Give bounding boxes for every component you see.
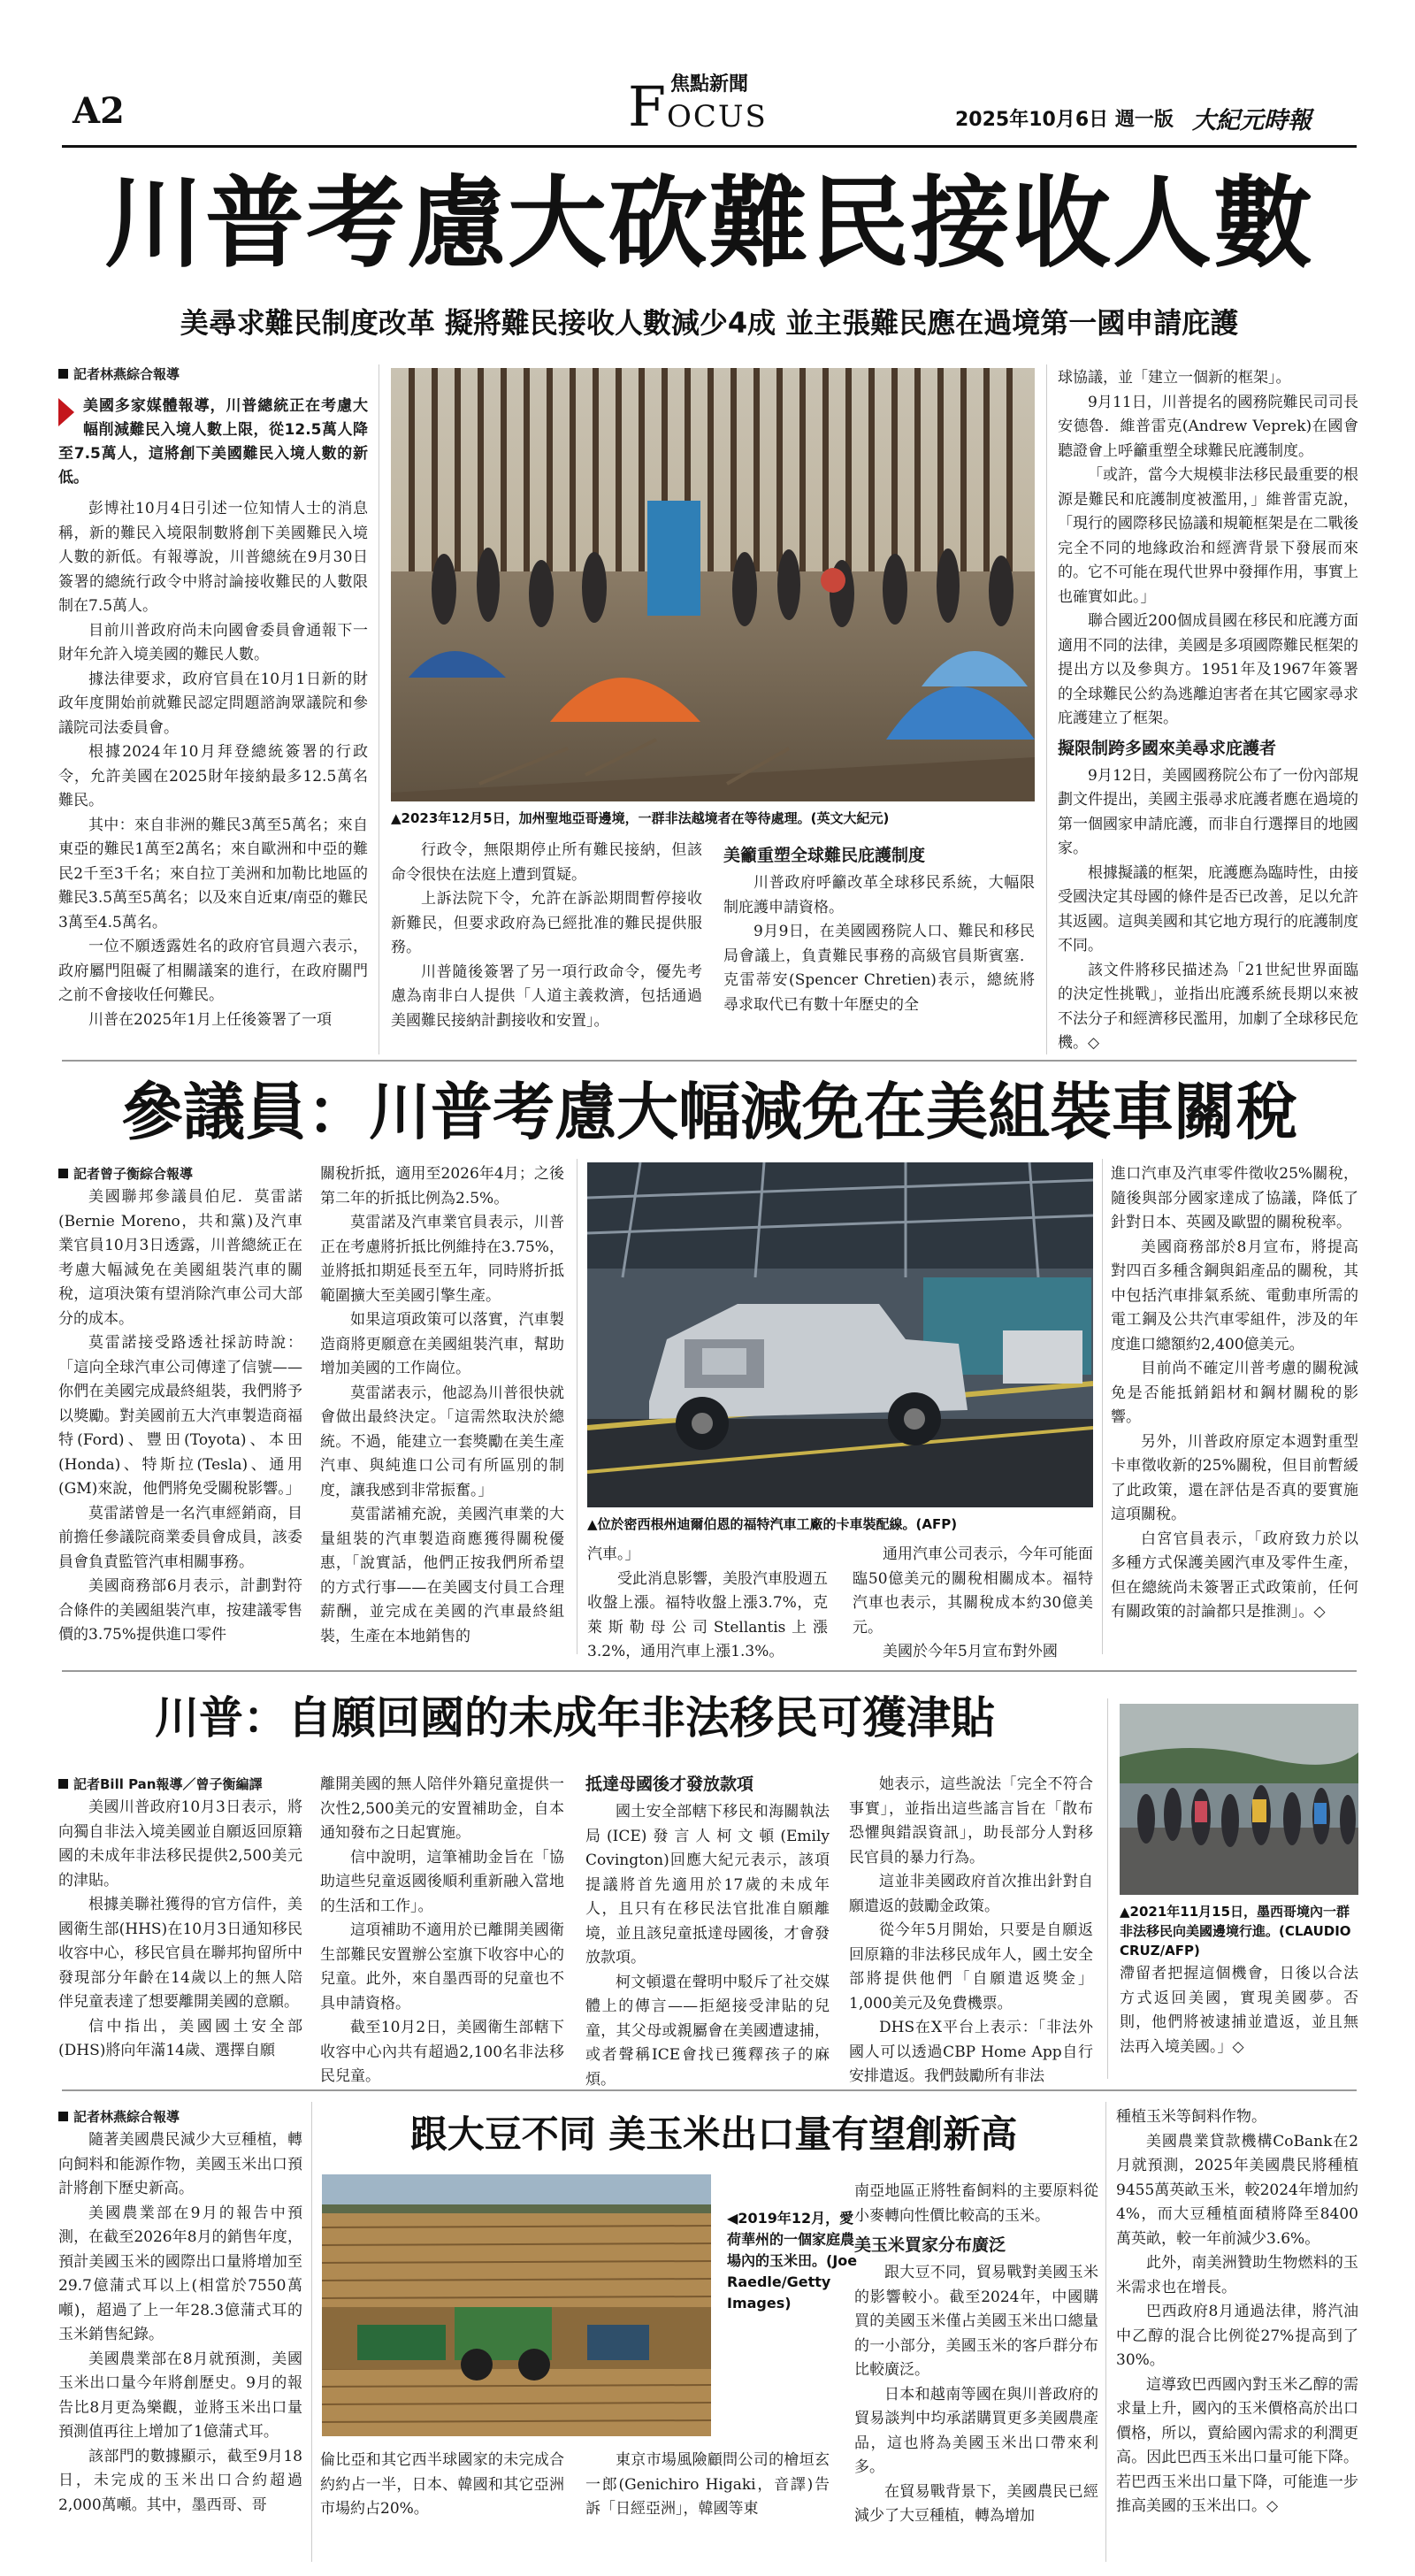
a1-photo-caption: ▲2023年12月5日，加州聖地亞哥邊境，一群非法越境者在等待處理。(英文大紀元): [391, 810, 890, 826]
paragraph: 東京市場風險顧問公司的檜垣玄一郎(Genichiro Higaki，音譯)告訴「日經亞洲」，韓國等東: [585, 2451, 830, 2518]
paragraph: 莫雷諾補充說，美國汽車業的大量組裝的汽車製造商應獲得關稅優惠，「說實話，他們正按我們所希望的方式行事——在美國支付員工合理薪酬，並完成在美國的汽車最終組裝，生產在本地銷售的: [320, 1506, 564, 1645]
paragraph: 川普政府呼籲改革全球移民系統，大幅限制庇護申請資格。: [723, 874, 1035, 916]
a4-col3: [585, 2449, 830, 2522]
paragraph: 川普隨後簽署了另一項行政命令，優先考慮為南非白人提供「人道主義救濟，包括通過美國難民接納計劃接收和安置」。: [391, 962, 702, 1030]
paragraph: 信中說明，這筆補助金旨在「協助這些兒童返國後順利重新融入當地的生活和工作」。: [320, 1848, 564, 1915]
a2-col4: [1111, 1162, 1358, 1625]
paragraph: 信中指出，美國國土安全部(DHS)將向年滿14歲、選擇自願: [58, 2017, 302, 2059]
paragraph: 這導致巴西國內對玉米乙醇的需求量上升，國內的玉米價格高於出口價格，所以，賣給國內需求的利潤更高。因此巴西玉米出口量可能下降。若巴西玉米出口量下降，可能進一步推高美國的玉米出口。◇: [1116, 2375, 1358, 2515]
paragraph: 截至10月2日，美國衛生部轄下收容中心內共有超過2,100名非法移民兒童。: [320, 2019, 564, 2085]
a4-col1: [58, 2105, 302, 2518]
paragraph: 根據擬議的框架，庇護應為臨時性，由接受國決定其母國的條件是否已改善，足以允許其返國。這與美國和其它地方現行的庇護制度不同。: [1058, 863, 1358, 954]
paragraph: 美國商務部於8月宣布，將提高對四百多種含鋼與鋁產品的關稅，其中包括汽車排氣系統、電動車所需的電工鋼及公共汽車零組件，涉及的年度進口總額約2,400億美元。: [1111, 1238, 1358, 1353]
a1-col2: [391, 839, 702, 1033]
paragraph: 其中：來自非洲的難民3萬至5萬名；來自東亞的難民1萬至2萬名；來自歐洲和中亞的難民2千至3千名；來自拉丁美洲和加勒比地區的難民3.5萬至5萬名；以及來自近東/南亞的難民3萬至4.5萬名。: [58, 816, 368, 932]
paragraph: 該部門的數據顯示，截至9月18日，未完成的玉米出口合約超過2,000萬噸。其中，墨西哥、哥: [58, 2447, 302, 2514]
col-divider: [1046, 364, 1047, 1054]
paragraph: 美國農業部在8月就預測，美國玉米出口量今年將創歷史。9月的報告比8月更為樂觀，並將玉米出口量預測值再往上增加了1億蒲式耳。: [58, 2350, 302, 2441]
a2-col3b: [853, 1543, 1093, 1665]
section-f: F: [628, 74, 667, 139]
a2-col3a: [587, 1543, 828, 1665]
a3-byline: 記者Bill Pan報導／曾子衡編譯: [58, 1773, 302, 1796]
paragraph: 莫雷諾表示，他認為川普很快就會做出最終決定。「這需然取決於總統。不過，能建立一套獎勵在美生產汽車、與純進口公司有所區別的制度，讓我感到非常振奮。」: [320, 1384, 564, 1499]
a4-col4-subhead: 美玉米買家分布廣泛: [854, 2235, 1006, 2255]
a4-col2: [320, 2449, 564, 2522]
paragraph: 跟大豆不同，貿易戰對美國玉米的影響較小。截至2024年，中國購買的美國玉米僅占美國玉米出口總量的一小部分，美國玉米的客戶群分布比較廣泛。: [854, 2264, 1098, 2379]
paragraph: 目前尚不確定川普考慮的關稅減免是否能抵銷鋁材和鋼材關稅的影響。: [1111, 1360, 1358, 1426]
triangle-icon: ▲: [1120, 1904, 1130, 1920]
a3-photo-caption: ▲2021年11月15日，墨西哥境內一群非法移民向美國邊境行進。(CLAUDIO CRUZ/AFP): [1120, 1904, 1351, 1959]
paragraph: 9月11日，川普提名的國務院難民司司長安德魯．維普雷克(Andrew Veprek)在國會聽證會上呼籲重塑全球難民庇護制度。: [1058, 393, 1358, 460]
paragraph: 通用汽車公司表示，今年可能面臨50億美元的關稅相關成本。福特汽車也表示，其關稅成本約30億美元。: [853, 1545, 1093, 1637]
a1-col1: [58, 363, 368, 1032]
section-rule: [62, 1060, 1357, 1062]
paragraph: 隨著美國農民減少大豆種植，轉向飼料和能源作物，美國玉米出口預計將創下歷史新高。: [58, 2131, 302, 2197]
paragraph: 這並非美國政府首次推出針對自願遣返的鼓勵金政策。: [849, 1873, 1093, 1915]
paragraph: 倫比亞和其它西半球國家的未完成合約約占一半，日本、韓國和其它亞洲市場約占20%。: [320, 2451, 564, 2518]
section-logo: [628, 69, 805, 140]
paragraph: 國土安全部轄下移民和海關執法局(ICE)發言人柯文頓(Emily Covington)回應大紀元表示，該項提議將首先適用於17歲的未成年人，且只有在移民法官批准自願離境，並且該兒童抵達母國後，才會發放款項。: [585, 1803, 830, 1966]
section-cn: 焦點新聞: [670, 73, 749, 96]
paragraph: 目前川普政府尚未向國會委員會通報下一財年允許入境美國的難民人數。: [58, 621, 368, 663]
a2-col2: [320, 1162, 564, 1649]
triangle-icon: ▲: [391, 810, 402, 826]
triangle-icon: ▲: [587, 1516, 598, 1532]
a3-col4: [849, 1773, 1093, 2089]
paragraph: 莫雷諾接受路透社採訪時說：「這向全球汽車公司傳達了信號——你們在美國完成最終組裝，我們將予以獎勵。對美國前五大汽車製造商福特(Ford)、豐田(Toyota)、本田(Honda)、特斯拉(Tesla)、通用(GM)來說，他們將免受關稅影響。」: [58, 1334, 302, 1498]
paragraph: 該文件將移民描述為「21世紀世界面臨的決定性挑戰」，並指出庇護系統長期以來被不法分子和經濟移民濫用，加劇了全球移民危機。◇: [1058, 961, 1358, 1052]
paragraph: 如果這項政策可以落實，汽車製造商將更願意在美國組裝汽車，幫助增加美國的工作崗位。: [320, 1311, 564, 1377]
paragraph: 一位不願透露姓名的政府官員週六表示，政府屬門阻礙了相關議案的進行，在政府關門之前不會接收任何難民。: [58, 938, 368, 1004]
paragraph: 球協議，並「建立一個新的框架」。: [1058, 369, 1291, 387]
a4-photo-caption: ◀2019年12月，愛荷華州的一個家庭農場內的玉米田。(Joe Raedle/Getty Images): [727, 2210, 858, 2312]
a4-col5: [1116, 2105, 1358, 2519]
a1-photo: [391, 368, 1035, 801]
paragraph: 滯留者把握這個機會，日後以合法方式返回美國，實現美國夢。否則，他們將被逮捕並遣返，並且無法再入境美國。」◇: [1120, 1965, 1358, 2056]
border-camp-image: [391, 368, 1035, 801]
paragraph: 美國川普政府10月3日表示，將向獨自非法入境美國並自願返回原籍國的未成年非法移民提供2,500美元的津貼。: [58, 1798, 302, 1890]
a1-lead: 美國多家媒體報導，川普總統正在考慮大幅削減難民入境人數上限，從12.5萬人降至7.5萬人，這將創下美國難民入境人數的新低。: [58, 397, 368, 487]
paragraph: DHS在X平台上表示：「非法外國人可以透過CBP Home App自行安排遣返。我們鼓勵所有非法: [849, 2019, 1093, 2085]
paragraph: 行政令，無限期停止所有難民接納，但該命令很快在法庭上遭到質疑。: [391, 841, 702, 884]
a1-byline: 記者林燕綜合報導: [58, 363, 368, 386]
paragraph: 進口汽車及汽車零件徵收25%關稅，隨後與部分國家達成了協議，降低了針對日本、英國及歐盟的關稅稅率。: [1111, 1165, 1358, 1231]
a2-headline: 參議員：川普考慮大幅減免在美組裝車關稅: [121, 1076, 1297, 1148]
paragraph: 在貿易戰背景下，美國農民已經減少了大豆種植，轉為增加: [854, 2482, 1098, 2525]
paragraph: 美國商務部6月表示，計劃對符合條件的美國組裝汽車，按建議零售價的3.75%提供進口零件: [58, 1577, 302, 1644]
paragraph: 根據美聯社獲得的官方信件，美國衛生部(HHS)在10月3日通知移民收容中心，移民官員在聯邦拘留所中發現部分年齡在14歲以上的無人陪伴兒童表達了想要離開美國的意願。: [58, 1896, 302, 2011]
a4-photo: [322, 2174, 711, 2436]
paragraph: 此外，南美洲贊助生物燃料的玉米需求也在增長。: [1116, 2254, 1358, 2296]
paragraph: 她表示，這些說法「完全不符合事實」，並指出這些謠言旨在「散布恐懼與錯誤資訊」，助長部分人對移民官員的暴力行為。: [849, 1775, 1093, 1867]
paragraph: 據法律要求，政府官員在10月1日新的財政年度開始前就難民認定問題諮詢眾議院和參議院司法委員會。: [58, 670, 368, 737]
paragraph: 美國農業貸款機構CoBank在2月就預測，2025年美國農民將種植9455萬英畝玉米，較2024年增加約4%，而大豆種植面積將降至8400萬英畝，較一年前減少3.6%。: [1116, 2132, 1358, 2248]
a3-col1: [58, 1773, 302, 2064]
a3-photo: [1120, 1704, 1358, 1895]
paragraph: 柯文頓還在聲明中駁斥了社交媒體上的傳言——拒絕接受津貼的兒童，其父母或親屬會在美國遭逮捕，或者聲稱ICE會找已獲釋孩子的麻煩。: [585, 1973, 830, 2089]
a1-headline: 川普考慮大砍難民接收人數: [104, 166, 1314, 281]
a1-col4: [1058, 366, 1358, 1056]
paragraph: 美國聯邦參議員伯尼．莫雷諾(Bernie Moreno，共和黨)及汽車業官員10月3日透露，川普總統正在考慮大幅減免在美國組裝汽車的關稅，這項決策有望消除汽車公司大部分的成本。: [58, 1188, 302, 1328]
a2-photo-caption: ▲位於密西根州迪爾伯恩的福特汽車工廠的卡車裝配線。(AFP): [587, 1516, 958, 1532]
a1-col3: [723, 839, 1035, 1017]
paragraph: 莫雷諾曾是一名汽車經銷商，目前擔任參議院商業委員會成員，該委員會負責監管汽車相關事務。: [58, 1504, 302, 1571]
a2-col1: [58, 1162, 302, 1648]
section-rule: [62, 2089, 1357, 2091]
paragraph: 種植玉米等飼料作物。: [1116, 2108, 1266, 2126]
paragraph: 莫雷諾及汽車業官員表示，川普正在考慮將折抵比例維持在3.75%，並將抵扣期延長至五年，同時將折抵範圍擴大至美國引擎生產。: [320, 1214, 564, 1305]
triangle-icon: ◀: [727, 2210, 738, 2227]
paragraph: 關稅折抵，適用至2026年4月；之後第二年的折抵比例為2.5%。: [320, 1165, 564, 1208]
section-en: OCUS: [667, 99, 768, 134]
paragraph: 川普在2025年1月上任後簽署了一項: [88, 1010, 333, 1029]
paragraph: 受此消息影響，美股汽車股週五收盤上漲。福特收盤上漲3.7%，克萊斯勒母公司Stellantis上漲3.2%，通用汽車上漲1.3%。: [587, 1569, 828, 1660]
a3-col5: [1120, 1962, 1358, 2059]
paper-name: 大紀元時報: [1192, 107, 1312, 134]
paragraph: 巴西政府8月通過法律，將汽油中乙醇的混合比例從27%提高到了30%。: [1116, 2303, 1358, 2369]
lead-arrow-icon: [58, 398, 74, 426]
section-rule: [62, 1670, 1357, 1672]
a2-photo: [587, 1162, 1093, 1507]
paragraph: 美國於今年5月宣布對外國: [883, 1643, 1058, 1660]
a4-col4: [854, 2180, 1098, 2529]
paragraph: 南亞地區正將牲畜飼料的主要原料從小麥轉向性價比較高的玉米。: [854, 2182, 1098, 2225]
paragraph: 從今年5月開始，只要是自願返回原籍的非法移民成年人，國土安全部將提供他們「自願遣返獎金」1,000美元及免費機票。: [849, 1921, 1093, 2012]
paragraph: 日本和越南等國在與川普政府的貿易談判中均承諾購買更多美國農產品，這也將為美國玉米出口帶來利多。: [854, 2385, 1098, 2476]
a1-subhead: 美尋求難民制度改革 擬將難民接收人數減少4成 並主張難民應在過境第一國申請庇護: [180, 306, 1239, 340]
col-divider: [1102, 1159, 1103, 1654]
paragraph: 另外，川普政府原定本週對重型卡車徵收新的25%關稅，但目前暫緩了此政策，還在評估是否真的要實施這項關稅。: [1111, 1432, 1358, 1523]
header-rule: [62, 145, 1357, 148]
a3-col2: [320, 1773, 564, 2089]
a1-col4-subhead: 擬限制跨多國來美尋求庇護者: [1058, 738, 1277, 758]
a1-col3-subhead: 美籲重塑全球難民庇護制度: [723, 846, 926, 865]
col-divider: [1105, 2102, 1106, 2562]
paragraph: 9月9日，在美國國務院人口、難民和移民局會議上，負責難民事務的高級官員斯賓塞．克雷蒂安(Spencer Chretien)表示，總統將尋求取代已有數十年歷史的全: [723, 923, 1035, 1014]
paragraph: 汽車。」: [587, 1545, 640, 1563]
paragraph: 這項補助不適用於已離開美國衛生部難民安置辦公室旗下收容中心的兒童。此外，來自墨西哥的兒童也不具申請資格。: [320, 1921, 564, 2012]
a3-col3: [585, 1773, 830, 2092]
paragraph: 「或許，當今大規模非法移民最重要的根源是難民和庇護制度被濫用，」維普雷克說，「現行的國際移民協議和規範框架是在二戰後完全不同的地緣政治和經濟背景下發展而來的。它不可能在現代世界中發揮作用，事實上也確實如此。」: [1058, 466, 1358, 606]
col-divider: [311, 2102, 312, 2562]
paragraph: 聯合國近200個成員國在移民和庇護方面適用不同的法律，美國是多項國際難民框架的提出方以及參與方。1951年及1967年簽署的全球難民公約為逃離迫害者在其它國家尋求庇護建立了框架。: [1058, 612, 1358, 727]
issue-date: 2025年10月6日 週一版: [955, 109, 1174, 131]
a4-byline: 記者林燕綜合報導: [58, 2105, 302, 2128]
a3-headline: 川普：自願回國的未成年非法移民可獲津貼: [155, 1692, 995, 1744]
paragraph: 上訴法院下令，允許在訴訟期間暫停接收新難民，但要求政府為已經批准的難民提供服務。: [391, 890, 702, 956]
paragraph: 彭博社10月4日引述一位知情人士的消息稱，新的難民入境限制數將創下美國難民入境人數的新低。有報導說，川普總統在9月30日簽署的總統行政令中將討論接收難民的人數限制在7.5萬人。: [58, 500, 368, 615]
paragraph: 美國農業部在9月的報告中預測，在截至2026年8月的銷售年度，預計美國玉米的國際出口量將增加至29.7億蒲式耳以上(相當於7550萬噸)，超過了上一年28.3億蒲式耳的玉米銷售紀錄。: [58, 2204, 302, 2343]
paragraph: 根據2024年10月拜登總統簽署的行政令，允許美國在2025財年接納最多12.5萬名難民。: [58, 743, 368, 809]
cornfield-image: [322, 2174, 711, 2436]
page-number: A2: [73, 90, 125, 132]
migrants-walking-image: [1120, 1704, 1358, 1895]
a3-col3-subhead: 抵達母國後才發放款項: [585, 1775, 754, 1794]
paragraph: 9月12日，美國國務院公布了一份內部規劃文件提出，美國主張尋求庇護者應在過境的第一個國家申請庇護，而非自行選擇目的地國家。: [1058, 766, 1358, 857]
truck-assembly-image: [587, 1162, 1093, 1507]
paragraph: 白宮官員表示，「政府致力於以多種方式保護美國汽車及零件生產，但在總統尚未簽署正式政策前，任何有關政策的討論都只是推測」。◇: [1111, 1530, 1358, 1621]
a2-byline: 記者曾子衡綜合報導: [58, 1162, 302, 1185]
a4-headline: 跟大豆不同 美玉米出口量有望創新高: [409, 2112, 1018, 2156]
col-divider: [1107, 1698, 1108, 2079]
paragraph: 離開美國的無人陪伴外籍兒童提供一次性2,500美元的安置補助金，自本通知發布之日起實施。: [320, 1775, 564, 1842]
